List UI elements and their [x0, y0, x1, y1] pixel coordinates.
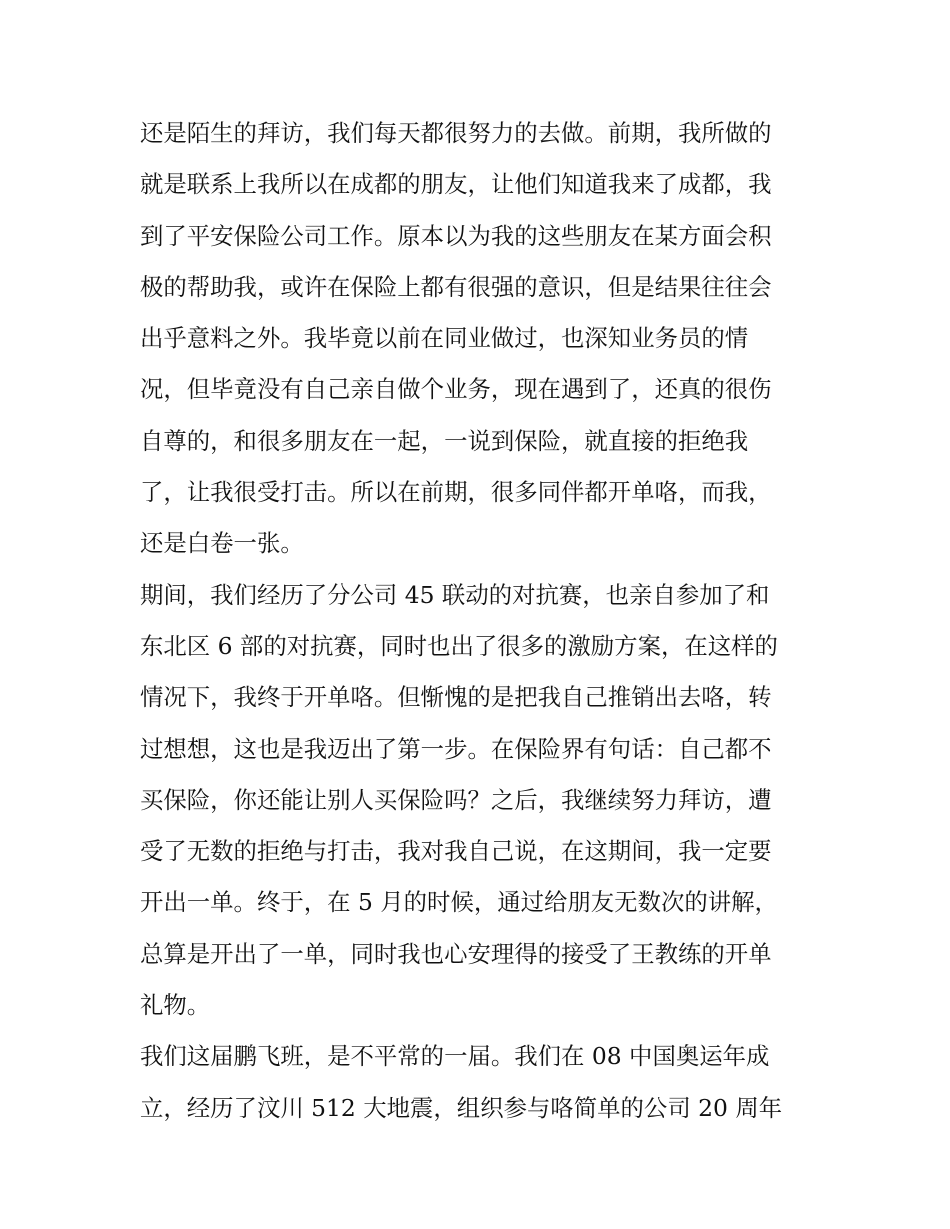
text-line: 极的帮助我，或许在保险上都有很强的意识，但是结果往往会 — [140, 272, 772, 301]
text-line: 况，但毕竟没有自己亲自做个业务，现在遇到了，还真的很伤 — [140, 375, 772, 404]
text-line: 到了平安保险公司工作。原本以为我的这些朋友在某方面会积 — [140, 221, 772, 250]
text-line: 受了无数的拒绝与打击，我对我自己说，在这期间，我一定要 — [140, 837, 772, 866]
text-line: 自尊的，和很多朋友在一起，一说到保险，就直接的拒绝我 — [140, 426, 749, 455]
text-line: 情况下，我终于开单咯。但惭愧的是把我自己推销出去咯，转 — [140, 683, 772, 712]
document-body — [140, 108, 820, 1134]
text-line: 出乎意料之外。我毕竟以前在同业做过，也深知业务员的情 — [140, 324, 749, 353]
text-line: 买保险，你还能让别人买保险吗？之后，我继续努力拜访，遭 — [140, 785, 772, 814]
text-line: 礼物。 — [140, 991, 211, 1020]
text-line: 还是陌生的拜访，我们每天都很努力的去做。前期，我所做的 — [140, 119, 772, 147]
text-line: 东北区 6 部的对抗赛，同时也出了很多的激励方案，在这样的 — [140, 631, 778, 660]
text-line: 我们这届鹏飞班，是不平常的一届。我们在 08 中国奥运年成 — [140, 1042, 770, 1071]
text-line: 立，经历了汶川 512 大地震，组织参与咯简单的公司 20 周年 — [140, 1093, 783, 1122]
text-line: 了，让我很受打击。所以在前期，很多同伴都开单咯，而我， — [140, 478, 772, 507]
text-line: 开出一单。终于，在 5 月的时候，通过给朋友无数次的讲解， — [140, 888, 778, 917]
text-line: 过想想，这也是我迈出了第一步。在保险界有句话：自己都不 — [140, 734, 772, 763]
text-line: 期间，我们经历了分公司 45 联动的对抗赛，也亲自参加了和 — [140, 580, 770, 609]
text-line: 还是白卷一张。 — [140, 529, 304, 558]
text-line: 总算是开出了一单，同时我也心安理得的接受了王教练的开单 — [140, 939, 772, 968]
text-line: 就是联系上我所以在成都的朋友，让他们知道我来了成都，我 — [140, 170, 772, 199]
